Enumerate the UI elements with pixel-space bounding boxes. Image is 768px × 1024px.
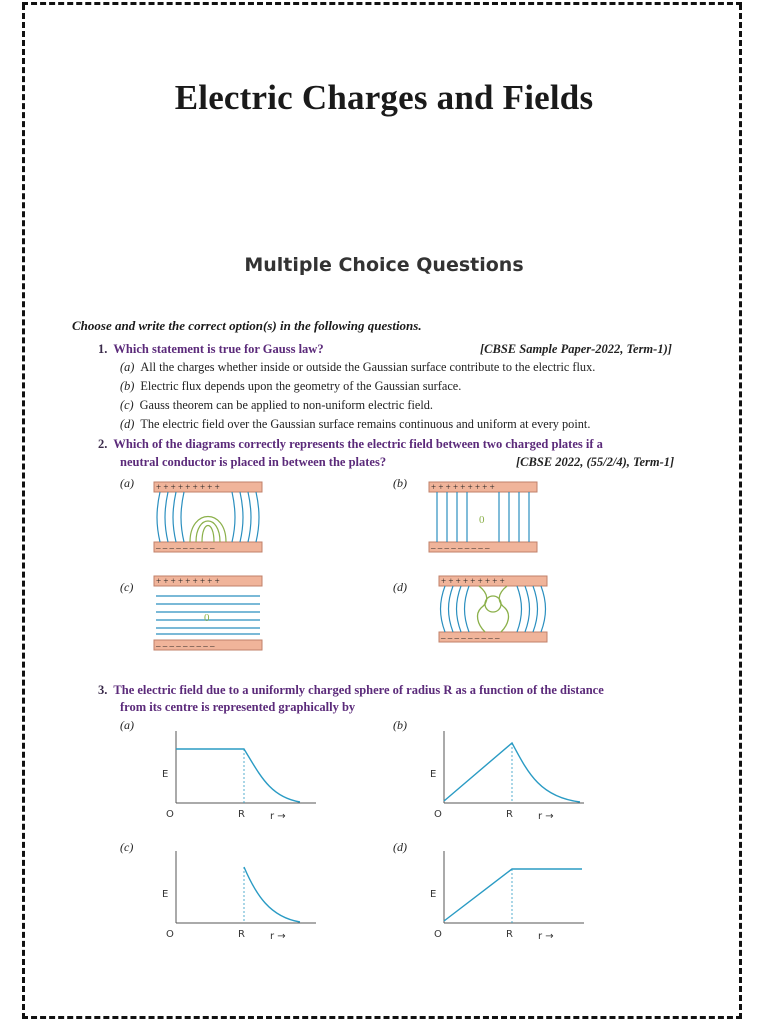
q1-option-b: (b) Electric flux depends upon the geometry of the Gaussian surface. (120, 379, 462, 393)
page-title: Electric Charges and Fields (174, 78, 594, 117)
y-axis-label: E (430, 769, 437, 780)
q2-diagram-a (150, 480, 266, 556)
q3-graph-d (428, 845, 588, 945)
q2-question-line1: 2. Which of the diagrams correctly represents the electric field between two charged plates if a (98, 437, 603, 451)
x-axis-label: r → (538, 931, 554, 942)
q3-graph-b (428, 725, 588, 825)
plus-signs: + + + + + + + + + (441, 576, 505, 586)
x-axis-label: r → (538, 811, 554, 822)
q2-number: 2. (98, 437, 108, 451)
origin-label: O (166, 809, 174, 820)
q2-diagram-c (150, 574, 266, 654)
field-curve (176, 749, 300, 802)
y-axis-label: E (162, 769, 169, 780)
field-curve (244, 867, 300, 922)
q3-question-line2: from its centre is represented graphically by (120, 700, 356, 714)
q1-text: Which statement is true for Gauss law? (113, 342, 324, 356)
q3-graph-c (160, 845, 320, 945)
plus-signs: + + + + + + + + + (431, 482, 495, 492)
page-border (22, 4, 742, 1019)
q3-question-line1: 3. The electric field due to a uniformly charged sphere of radius R as a function of the distance (98, 683, 604, 697)
q2-label-d: (d) (393, 580, 407, 594)
conductor-mark: 0 (479, 514, 485, 526)
radius-label: R (506, 809, 513, 820)
y-axis-label: E (430, 889, 437, 900)
field-curve (444, 869, 582, 921)
q3-graph-a (160, 725, 320, 825)
plus-signs: + + + + + + + + + (156, 482, 220, 492)
q1-option-c: (c) Gauss theorem can be applied to non-uniform electric field. (120, 398, 433, 412)
conductor-lines (190, 517, 226, 543)
origin-label: O (434, 809, 442, 820)
q3-label-d: (d) (393, 840, 407, 854)
conductor-lines (478, 586, 509, 632)
q1-option-d: (d) The electric field over the Gaussian surface remains continuous and uniform at every point. (120, 417, 591, 431)
q2-label-b: (b) (393, 476, 407, 490)
q1-source: [CBSE Sample Paper-2022, Term-1)] (480, 342, 672, 356)
q2-diagram-b (425, 480, 541, 556)
q1-question (98, 342, 324, 357)
section-title: Multiple Choice Questions (244, 254, 524, 276)
radius-label: R (506, 929, 513, 940)
radius-label: R (238, 809, 245, 820)
q3-label-a: (a) (120, 718, 134, 732)
q2-diagram-d (435, 574, 551, 646)
conductor-mark: 0 (204, 612, 210, 624)
field-lines (441, 586, 546, 632)
y-axis-label: E (162, 889, 169, 900)
plus-signs: + + + + + + + + + (156, 576, 220, 586)
minus-signs: – – – – – – – – – (156, 543, 215, 553)
q2-source: [CBSE 2022, (55/2/4), Term-1] (516, 455, 675, 469)
instruction: Choose and write the correct option(s) in the following questions. (72, 318, 422, 333)
minus-signs: – – – – – – – – – (156, 641, 215, 651)
x-axis-label: r → (270, 811, 286, 822)
q3-label-c: (c) (120, 840, 134, 854)
origin-label: O (434, 929, 442, 940)
q1-option-a: (a) All the charges whether inside or outside the Gaussian surface contribute to the electric flux. (120, 360, 596, 374)
minus-signs: – – – – – – – – – (441, 633, 500, 643)
minus-signs: – – – – – – – – – (431, 543, 490, 553)
q3-number: 3. (98, 683, 108, 697)
q2-question-line2: neutral conductor is placed in between the plates? (120, 455, 387, 469)
x-axis-label: r → (270, 931, 286, 942)
q1-number: 1. (98, 342, 108, 356)
origin-label: O (166, 929, 174, 940)
q2-label-c: (c) (120, 580, 134, 594)
radius-label: R (238, 929, 245, 940)
q3-label-b: (b) (393, 718, 407, 732)
q2-label-a: (a) (120, 476, 134, 490)
